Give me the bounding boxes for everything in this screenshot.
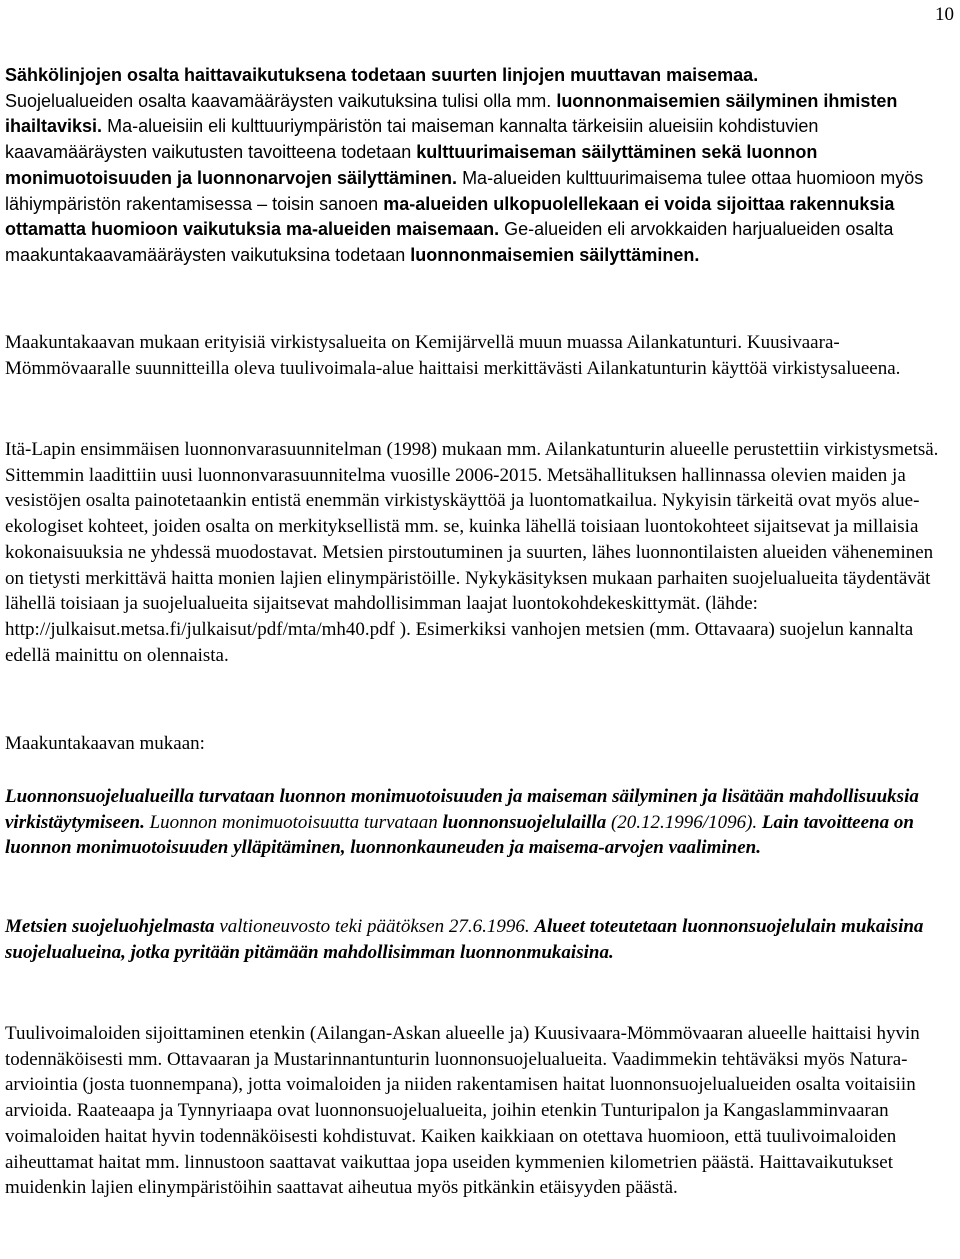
- text-bold-italic: Lain tavoitteena on luonnon monimuotoisuuden ylläpitäminen, luonnonkauneuden ja maisema-arvojen vaaliminen.: [5, 811, 914, 859]
- text-bold-italic: Metsien suojeluohjelmasta: [5, 916, 215, 937]
- paragraph-wind-power: Tuulivoimaloiden sijoittaminen etenkin (Ailangan-Askan alueelle ja) Kuusivaara-Mömmövaaran alueelle haittaisi hyvin todennäköisesti mm. Ottavaaran ja Mustarinnantunturin luonnonsuojelualueita. Vaadimmekin tehtäväksi myös Natura-arviointia (josta tuonnempana), jotta voimaloiden ja niiden rakentamisen haitat luonnonsuojelualueiden osalta voitaisiin arvioida. Raateaapa ja Tynnyriaapa ovat luonnonsuojelualueita, joihin etenkin Tunturipalon ja Kangaslamminvaaran voimaloiden haitat hyvin todennäköisesti kohdistuvat. Kaiken kaikkiaan on otettava huomioon, että tuulivoimaloiden aiheuttamat haitat mm. linnustoon saattavat vaikuttaa jopa useiden kymmenien kilometrien päästä. Haittavaikutukset muidenkin lajien elinympäristöihin saattavat aiheutua myös pitkänkin etäisyyden päästä.: [5, 1023, 920, 1199]
- text-bold: luonnonmaisemien säilyttäminen.: [410, 244, 700, 265]
- paragraph-recreation-areas: Maakuntakaavan mukaan erityisiä virkistysalueita on Kemijärvellä muun muassa Ailankatunturi. Kuusivaara-Mömmövaaralle suunnitteilla oleva tuulivoimala-alue haittaisi merkittävästi Ailankatunturin käyttöä virkistysalueena.: [5, 332, 901, 379]
- text-bold-italic: luonnonsuojelulailla: [442, 811, 607, 833]
- text: Ma-alueisiin eli kulttuuriympäristön tai maiseman kannalta tärkeisiin alueisiin kohdistuvien kaavamääräysten vaikutusten tavoitteena todetaan: [5, 116, 819, 163]
- text: Ge-alueiden eli arvokkaiden harjualueiden osalta maakuntakaavamääräysten vaikutuksina todetaan: [5, 219, 894, 265]
- text: Suojelualueiden osalta kaavamääräysten vaikutuksina tulisi olla mm.: [5, 90, 552, 111]
- text-bold: luonnonmaisemien säilyminen ihmisten ihailtaviksi.: [5, 90, 898, 137]
- paragraph-heading: Maakuntakaavan mukaan:: [5, 733, 205, 754]
- text-bold: ma-alueiden ulkopuolellekaan ei voida sijoittaa rakennuksia ottamatta huomioon vaikutuksia ma-alueiden maisemaan.: [5, 193, 895, 240]
- paragraph-impacts: [5, 63, 955, 269]
- paragraph-forest-protection: [5, 914, 955, 965]
- page-number: 10: [935, 4, 954, 25]
- paragraph-resource-plan: Itä-Lapin ensimmäisen luonnonvarasuunnitelman (1998) mukaan mm. Ailankatunturin alueelle perustettiin virkistysmetsä. Sittemmin laadittiin uusi luonnonvarasuunnitelma vuosille 2006-2015. Metsähallituksen hallinnassa olevien maiden ja vesistöjen osalta painotetaankin entistä enemmän virkistyskäyttöä ja luontomatkailua. Nykyisin tärkeitä ovat myös alue-ekologiset kohteet, joiden osalta on merkityksellistä mm. se, kuinka lähellä toisiaan luontokohteet sijaitsevat ja millaisia kokonaisuuksia ne yhdessä muodostavat. Metsien pirstoutuminen ja suurten, lähes luonnontilaisten alueiden väheneminen on tietysti merkittävä haitta monien lajien elinympäristöille. Nykykäsityksen mukaan parhaiten suojelualueita täydentävät lähellä toisiaan ja suojelualueita sijaitsevat mahdollisimman laajat luontokohdekeskittymät. (lähde: http://julkaisut.metsa.fi/julkaisut/pdf/mta/mh40.pdf ). Esimerkiksi vanhojen metsien (mm. Ottavaara) suojelun kannalta edellä mainittu on olennaista.: [5, 439, 939, 666]
- text-bold: kulttuurimaiseman säilyttäminen sekä luonnon monimuotoisuuden ja luonnonarvojen säilyttäminen.: [5, 142, 818, 188]
- paragraph-nature-reserves: [5, 784, 955, 861]
- text-italic: Luonnon monimuotoisuutta turvataan: [149, 811, 438, 833]
- text-bold-italic: Alueet toteutetaan luonnonsuojelulain mukaisina suojelualueina, jotka pyritään pitämään mahdollisimman luonnonmukaisina.: [5, 916, 924, 963]
- text-italic: valtioneuvosto teki päätöksen 27.6.1996.: [219, 916, 530, 937]
- text-bold-italic: Luonnonsuojelualueilla turvataan luonnon monimuotoisuuden ja maiseman säilyminen ja lisätään mahdollisuuksia virkistäytymiseen.: [5, 786, 919, 833]
- text-bold: Sähkölinjojen osalta haittavaikutuksena todetaan suurten linjojen muuttavan maisemaa.: [5, 65, 759, 85]
- text-italic: (20.12.1996/1096).: [610, 811, 758, 833]
- text: Ma-alueiden kulttuurimaisema tulee ottaa huomioon myös lähiympäristön rakentamisessa – toisin sanoen: [5, 167, 924, 214]
